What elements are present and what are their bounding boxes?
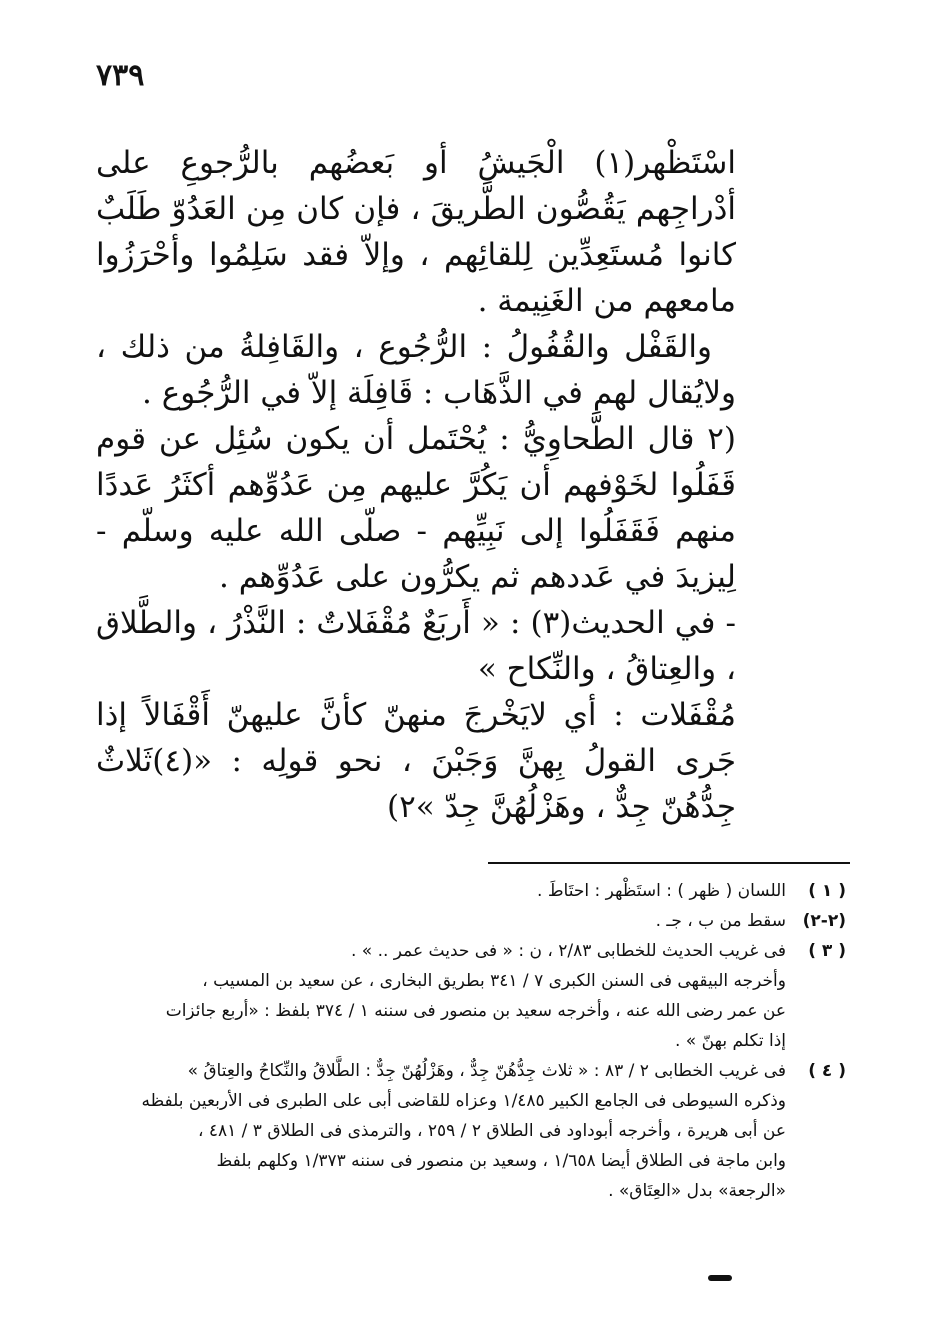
footnote-line: عن عمر رضى الله عنه ، وأخرجه سعيد بن منصور فى سننه ١ / ٣٧٤ بلفظ : «أربع جائزات [165,1001,786,1021]
footnote-line: إذا تكلم بهنّ » . [674,1031,786,1051]
footnote-line: وابن ماجة فى الطلاق أيضا ١/٦٥٨ ، وسعيد بن منصور فى سننه ١/٣٧٣ وكلهم بلفظ [216,1151,786,1171]
footnote-line: فى غريب الخطابى ٢ / ٨٣ : « ثلاث جِدُّهُنّ جِدٌّ ، وهَزْلُهُنّ جِدٌّ : الطَّلاقُ والنِّكاحُ والعِتاقُ » [187,1061,786,1081]
paragraph: والقَفْل والقُفُولُ : الرُّجُوع ، والقَافِلةُ من ذلك ، ولايُقال لهم في الذَّهَاب : قَافِلَة إلاّ في الرُّجُوع . [96,329,736,411]
footnote-text [96,876,786,906]
paragraph: - في الحديث(٣) : « أَربَعٌ مُقْفَلاتٌ : النَّذْرُ ، والطَّلاق ، والعِتاقُ ، والنِّكاح » [96,605,736,687]
footnote-divider [488,862,850,864]
footnote-number: (٢-٢) [802,911,846,931]
footnote-number: ( ٤ ) [808,1061,846,1081]
footnotes [96,876,846,1206]
footnote-line: سقط من ب ، جـ . [655,911,786,931]
footnote-1 [96,876,846,906]
footnote-2 [96,906,846,936]
footnote-line: عن أبى هريرة ، وأخرجه أبوداود فى الطلاق ٢ / ٢٥٩ ، والترمذى فى الطلاق ٣ / ٤٨١ ، [197,1121,786,1141]
footnote-4 [96,1056,846,1206]
footnote-line: فى غريب الحديث للخطابى ٢/٨٣ ، ن : « فى حديث عمر .. » . [350,941,786,961]
paragraph: مُقْفَلات : أي لايَخْرجَ منهنّ كأنَّ عليهنّ أَقْفَالاً إذا جَرى القولُ بِهنَّ وَجَبْنَ ، نحو قولِه : «(٤)ثَلاثٌ جِدُّهُنّ جِدٌّ ، وهَزْلُهُنَّ جِدّ »٢) [96,697,736,825]
footnote-line: اللسان ( ظهر ) : استَظْهر : احتَاطَ . [537,881,786,901]
footnote-line: وأخرجه البيقهى فى السنن الكبرى ٧ / ٣٤١ بطريق البخارى ، عن سعيد بن المسيب ، [202,971,786,991]
footnote-line: «الرجعة» بدل «العِتَاق» . [608,1181,786,1201]
paragraph: (٢ قال الطَّحاوِيُّ : يُحْتَمل أن يكون سُئِل عن قوم قَفَلُوا لخَوْفهم أن يَكُرَّ عليهم مِن عَدُوِّهم أكثَرُ عَددًا منهم فَقَفَلُوا إلى نَبِيِّهم - صلّى الله عليه وسلّم - لِيزيدَ في عَددهم ثم يكرُّون على عَدُوِّهم . [96,421,736,595]
footnote-3 [96,936,846,1056]
page-number: ٧٣٩ [96,58,145,93]
footnote-number: ( ١ ) [808,881,846,901]
footnote-text [96,1056,786,1206]
footnote-line: وذكره السيوطى فى الجامع الكبير ١/٤٨٥ وعزاه للقاضى أبى على الطبرى فى الأربعين بلفظه [141,1091,786,1111]
main-text [96,140,736,830]
paragraph: اسْتَظْهر(١) الْجَيشُ أو بَعضُهم بالرُّجوعِ على أدْراجِهم يَقُصُّون الطَّريقَ ، فإن كان مِن العَدُوّ طَلَبٌ كانوا مُستَعِدِّين لِلقائِهم ، وإلاّ فقد سَلِمُوا وأحْرَزُوا مامعهم من الغَنِيمة . [96,145,736,319]
footnote-number: ( ٣ ) [808,941,846,961]
footnote-text [96,906,786,936]
page-end-mark [708,1275,732,1281]
footnote-text [96,936,786,1056]
